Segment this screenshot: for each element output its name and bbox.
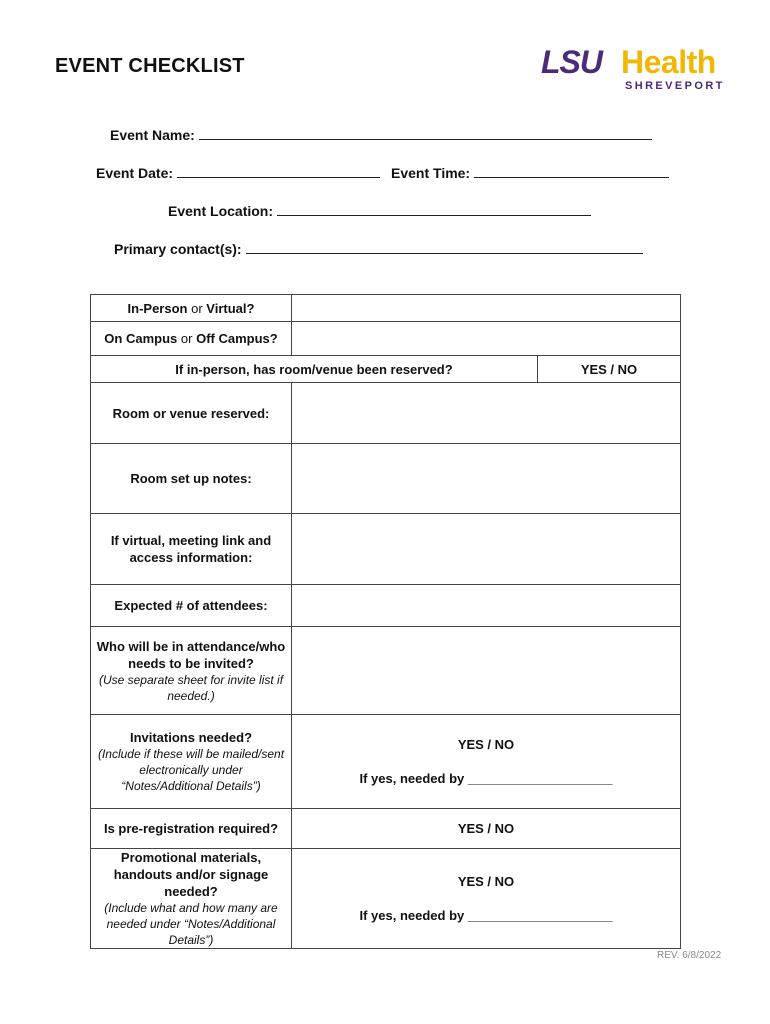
who-invited-answer[interactable] (292, 627, 681, 715)
room-setup-label: Room set up notes: (91, 444, 292, 514)
primary-contact-line[interactable] (246, 239, 643, 254)
table-row (91, 809, 681, 849)
table-row (91, 715, 681, 809)
promo-answer[interactable] (292, 849, 681, 949)
in-person-label: In-Person or Virtual? (91, 295, 292, 322)
attendees-label: Expected # of attendees: (91, 585, 292, 627)
virtual-link-answer[interactable] (292, 514, 681, 585)
table-row (91, 585, 681, 627)
in-person-answer[interactable] (292, 295, 681, 322)
room-reserved-label: Room or venue reserved: (91, 383, 292, 444)
invitations-label: Invitations needed? (Include if these will be mailed/sent electronically under “Notes/Additional Details”) (91, 715, 292, 809)
checklist-table (90, 294, 681, 949)
on-campus-answer[interactable] (292, 322, 681, 356)
event-location-label: Event Location: (168, 203, 274, 219)
event-name-line[interactable] (199, 125, 652, 140)
invitations-hint: (Include if these will be mailed/sent electronically under “Notes/Additional Details”) (97, 747, 285, 793)
event-location-field[interactable] (168, 201, 591, 219)
logo-lsu: LSU (541, 44, 602, 80)
invitations-yes-no[interactable]: YES / NO (457, 736, 515, 752)
pre-registration-label: Is pre-registration required? (91, 809, 292, 849)
invitations-needed-by[interactable]: If yes, needed by ____________________ (359, 770, 613, 786)
event-location-line[interactable] (277, 201, 591, 216)
on-campus-label: On Campus or Off Campus? (91, 322, 292, 356)
event-time-line[interactable] (474, 163, 669, 178)
invitations-answer[interactable] (292, 715, 681, 809)
event-time-field[interactable] (391, 163, 669, 181)
event-date-field[interactable] (96, 163, 380, 181)
virtual-link-label: If virtual, meeting link and access information: (91, 514, 292, 585)
primary-contact-label: Primary contact(s): (114, 241, 242, 257)
page-title: EVENT CHECKLIST (55, 55, 245, 77)
table-row (91, 383, 681, 444)
table-row (91, 295, 681, 322)
promo-label: Promotional materials, handouts and/or signage needed? (Include what and how many are needed under “Notes/Additional Details”) (91, 849, 292, 949)
room-reserved-question: If in-person, has room/venue been reserved? (91, 356, 538, 383)
who-invited-hint: (Use separate sheet for invite list if needed.) (98, 672, 284, 703)
pre-registration-yes-no[interactable]: YES / NO (292, 809, 681, 849)
event-date-line[interactable] (177, 163, 380, 178)
table-row (91, 849, 681, 949)
room-setup-answer[interactable] (292, 444, 681, 514)
logo-shreveport: SHREVEPORT (625, 80, 725, 92)
table-row (91, 356, 681, 383)
table-row (91, 627, 681, 715)
revision-date: REV. 6/8/2022 (657, 950, 722, 961)
attendees-answer[interactable] (292, 585, 681, 627)
promo-hint: (Include what and how many are needed under “Notes/Additional Details”) (104, 901, 278, 947)
promo-needed-by[interactable]: If yes, needed by ____________________ (359, 907, 613, 923)
table-row (91, 514, 681, 585)
room-reserved-answer[interactable] (292, 383, 681, 444)
event-name-field[interactable] (110, 125, 652, 143)
promo-yes-no[interactable]: YES / NO (457, 873, 515, 889)
table-row (91, 322, 681, 356)
who-invited-label: Who will be in attendance/who needs to be invited? (Use separate sheet for invite list if needed.) (91, 627, 292, 715)
logo-health: Health (621, 44, 716, 80)
event-date-label: Event Date: (96, 165, 174, 181)
room-reserved-yes-no[interactable]: YES / NO (538, 356, 681, 383)
event-time-label: Event Time: (391, 165, 471, 181)
lsu-health-logo (541, 44, 725, 94)
primary-contact-field[interactable] (114, 239, 643, 257)
event-name-label: Event Name: (110, 127, 195, 143)
table-row (91, 444, 681, 514)
